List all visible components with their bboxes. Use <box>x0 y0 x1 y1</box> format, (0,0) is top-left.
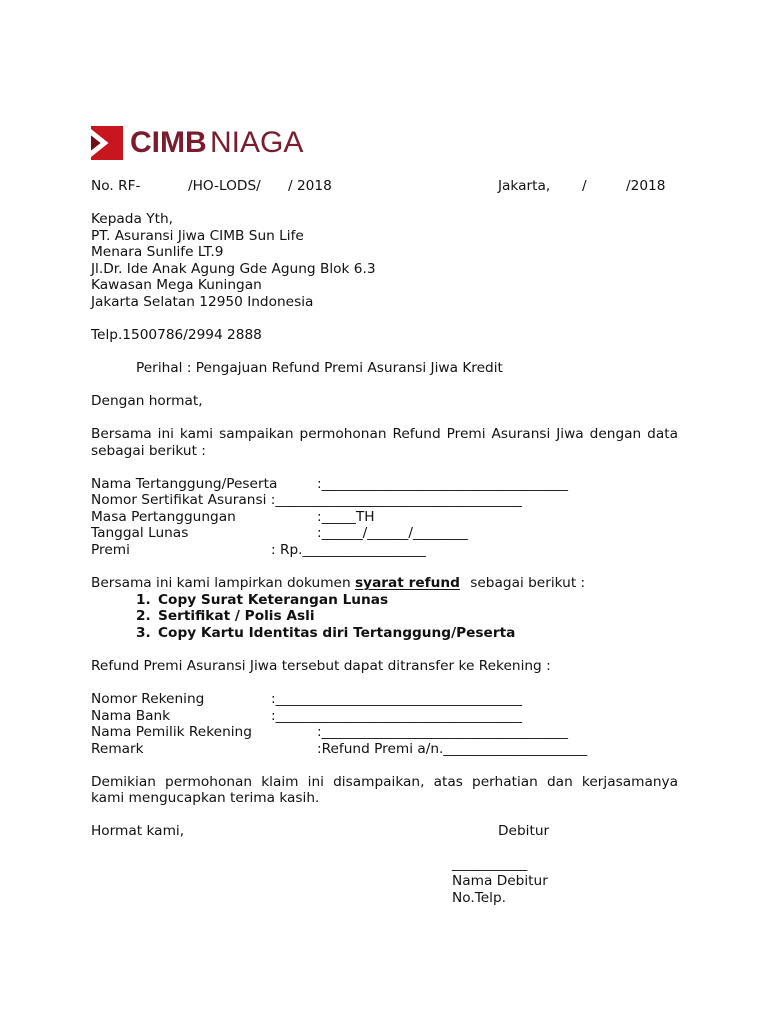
recipient-address-line <box>0 277 770 294</box>
field-blank-paid-off-date: :______/______/________ <box>317 525 468 542</box>
line-spacer <box>0 343 770 360</box>
brand-name-niaga: NIAGA <box>210 126 304 159</box>
field-label-certificate-number: Nomor Sertifikat Asuransi <box>91 492 267 509</box>
line-spacer <box>0 757 770 774</box>
field-certificate-number <box>91 492 522 509</box>
field-label-account-number: Nomor Rekening <box>91 690 205 707</box>
letter-city: Jakarta, <box>498 178 551 194</box>
line-spacer <box>0 410 770 427</box>
line-spacer <box>0 459 770 476</box>
bank-field-row <box>0 691 770 708</box>
field-label-coverage-period: Masa Pertanggungan <box>91 508 236 525</box>
field-label-account-holder: Nama Pemilik Rekening <box>91 724 252 741</box>
signature-line-row <box>0 856 770 873</box>
policy-field-row <box>0 509 770 526</box>
field-blank-insured-name: :____________________________________ <box>317 475 568 492</box>
recipient-address-line <box>0 228 770 245</box>
field-label-bank-name: Nama Bank <box>91 707 171 724</box>
field-blank-bank-name: :____________________________________ <box>271 707 522 724</box>
policy-field-row <box>0 476 770 493</box>
field-label-paid-off-date: Tanggal Lunas <box>91 525 189 542</box>
attachment-list-item <box>0 592 770 609</box>
sender-sign-off: Hormat kami, <box>91 823 185 840</box>
recipient-address-line <box>0 261 770 278</box>
signature-header-line <box>0 823 770 840</box>
attachments-intro-line <box>0 575 770 592</box>
letter-date-separator: / <box>582 178 587 194</box>
recipient-salutation <box>0 211 770 228</box>
recipient-address-line <box>0 244 770 261</box>
attachments-suffix: sebagai berikut : <box>470 575 586 592</box>
policy-field-row <box>0 542 770 559</box>
transfer-intro-text: Refund Premi Asuransi Jiwa tersebut dapat ditransfer ke Rekening : <box>91 657 551 674</box>
bank-field-row <box>0 741 770 758</box>
attachments-prefix: Bersama ini kami lampirkan dokumen <box>91 575 351 592</box>
cimb-logo-icon <box>91 126 123 160</box>
reference-department: /HO-LODS/ <box>188 178 261 194</box>
recipient-city: Jakarta Selatan 12950 Indonesia <box>91 293 314 310</box>
field-blank-coverage-period: :_____TH <box>317 508 375 525</box>
list-item-number: 2. <box>136 608 151 625</box>
field-label-insured-name: Nama Tertanggung/Peserta <box>91 475 278 492</box>
intro-text-line-1: Bersama ini kami sampaikan permohonan Refund Premi Asuransi Jiwa dengan data <box>91 426 678 443</box>
line-spacer <box>0 559 770 576</box>
bank-field-row <box>0 724 770 741</box>
attachment-list-item <box>0 625 770 642</box>
intro-paragraph-line <box>0 426 770 443</box>
debtor-name-placeholder: Nama Debitur <box>452 872 548 889</box>
recipient-company: PT. Asuransi Jiwa CIMB Sun Life <box>91 227 304 244</box>
line-spacer <box>0 674 770 691</box>
greeting-text: Dengan hormat, <box>91 393 203 410</box>
line-spacer <box>0 377 770 394</box>
recipient-building: Menara Sunlife LT.9 <box>91 244 224 261</box>
field-blank-account-number: :____________________________________ <box>271 690 522 707</box>
line-spacer <box>0 840 770 857</box>
policy-field-row <box>0 492 770 509</box>
recipient-phone: Telp.1500786/2994 2888 <box>91 326 262 343</box>
field-label-remark: Remark <box>91 740 144 757</box>
closing-paragraph-line <box>0 774 770 791</box>
signature-phone-row <box>0 890 770 907</box>
debtor-label: Debitur <box>498 823 550 840</box>
reference-number-prefix: No. RF- <box>91 178 141 194</box>
list-item-number: 3. <box>136 624 151 641</box>
line-spacer <box>0 641 770 658</box>
reference-line <box>0 178 770 195</box>
list-item-text: Copy Surat Keterangan Lunas <box>158 591 389 608</box>
recipient-district: Kawasan Mega Kuningan <box>91 277 262 294</box>
letter-body <box>0 178 770 906</box>
bank-field-row <box>0 708 770 725</box>
closing-text-line-2: kami mengucapkan terima kasih. <box>91 790 320 807</box>
recipient-street: Jl.Dr. Ide Anak Agung Gde Agung Blok 6.3 <box>91 260 376 277</box>
signature-line: ___________ <box>452 856 528 873</box>
policy-field-row <box>0 525 770 542</box>
letter-date-year: /2018 <box>626 178 666 194</box>
field-label-premium: Premi <box>91 542 130 559</box>
list-item-text: Copy Kartu Identitas diri Tertanggung/Peserta <box>158 624 516 641</box>
line-spacer <box>0 807 770 824</box>
signature-name-row <box>0 873 770 890</box>
debtor-phone-label: No.Telp. <box>452 889 507 906</box>
list-item-number: 1. <box>136 591 151 608</box>
brand-name-cimb: CIMB <box>130 126 207 159</box>
attachments-emphasis: syarat refund <box>355 575 460 592</box>
reference-year: / 2018 <box>288 178 332 194</box>
line-spacer <box>0 310 770 327</box>
field-blank-remark: :Refund Premi a/n._____________________ <box>317 740 588 757</box>
closing-text-line-1: Demikian permohonan klaim ini disampaikan, atas perhatian dan kerjasamanya <box>91 773 678 790</box>
attachment-list-item <box>0 608 770 625</box>
salutation-text: Kepada Yth, <box>91 211 173 228</box>
attachments-sentence <box>91 575 585 592</box>
field-blank-account-holder: :____________________________________ <box>317 724 568 741</box>
subject-line <box>0 360 770 377</box>
closing-paragraph-line <box>0 790 770 807</box>
recipient-phone-line <box>0 327 770 344</box>
list-item-text: Sertifikat / Polis Asli <box>158 608 315 625</box>
intro-text-line-2: sebagai berikut : <box>91 442 206 459</box>
letterhead <box>0 0 770 170</box>
line-spacer <box>0 195 770 212</box>
field-blank-certificate-number: :____________________________________ <box>270 492 522 509</box>
subject-text: Perihal : Pengajuan Refund Premi Asuransi Jiwa Kredit <box>136 360 503 377</box>
transfer-intro-line <box>0 658 770 675</box>
greeting-line <box>0 393 770 410</box>
recipient-address-line <box>0 294 770 311</box>
intro-paragraph-line <box>0 443 770 460</box>
field-blank-premium: : Rp.__________________ <box>271 542 426 559</box>
